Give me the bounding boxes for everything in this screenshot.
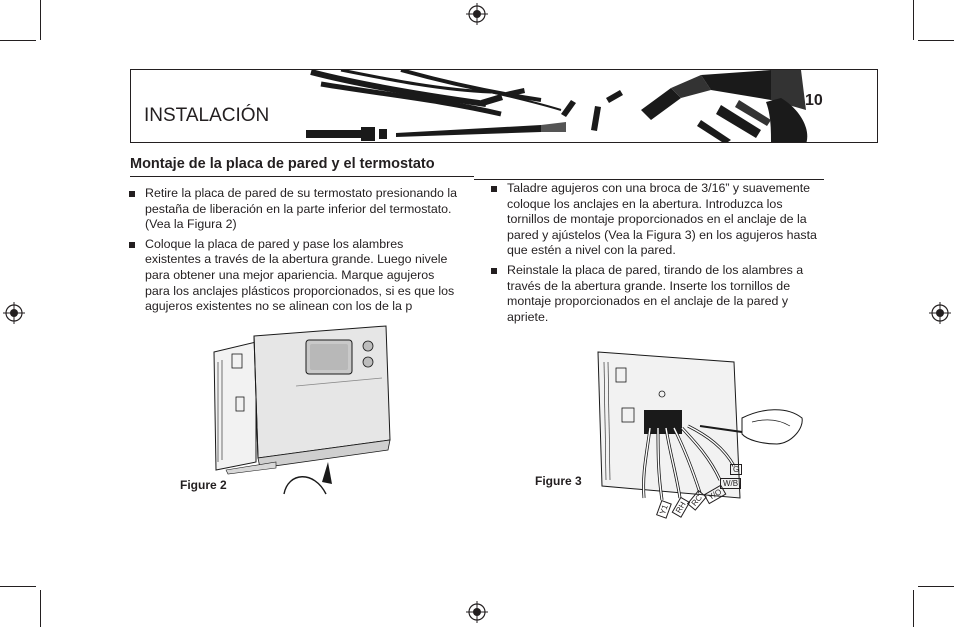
crop-mark-bottom-left-h xyxy=(0,586,36,587)
section-title: Montaje de la placa de pared y el termostato xyxy=(130,156,435,172)
crop-mark-bottom-right-h xyxy=(918,586,954,587)
crop-mark-bottom-right-v xyxy=(913,590,914,627)
bullet-icon xyxy=(491,268,497,274)
list-item xyxy=(129,186,459,233)
crop-mark-bottom-left-v xyxy=(40,590,41,627)
list-item-text: Coloque la placa de pared y pase los alambres existentes a través de la abertura grande. Luego nivele para obtener una mejor apariencia. Marque agujeros para los anclajes plásticos proporcionados, si es que los agujeros existentes no se alinean con los de la p xyxy=(145,236,455,314)
list-item-text: Retire la placa de pared de su termostato presionando la pestaña de liberación en la parte inferior del termostato. (Vea la Figura 2) xyxy=(145,186,458,232)
list-item xyxy=(491,263,826,325)
figure-3-label: Figure 3 xyxy=(535,474,582,488)
figure-2-thermostat-illustration xyxy=(196,322,396,502)
registration-mark-left-icon xyxy=(3,302,25,324)
wire-label-y1: Y1 xyxy=(656,500,672,519)
page-title: INSTALACIÓN xyxy=(144,105,270,126)
registration-mark-right-icon xyxy=(929,302,951,324)
figure-2-label: Figure 2 xyxy=(180,478,227,492)
left-column xyxy=(129,186,459,319)
crop-mark-top-left-v xyxy=(40,0,41,40)
tools-illustration xyxy=(301,70,821,143)
list-item xyxy=(491,181,826,259)
wire-label-wb: W/B xyxy=(720,478,741,489)
list-item-text: Taladre agujeros con una broca de 3/16” y suavemente coloque los anclajes en la abertura. Introduzca los tornillos de montaje proporcionados en el anclaje de la pared y ajústelos (Vea la Figura 3) en los agujeros hasta que estén a nivel con la pared. xyxy=(507,181,817,258)
bullet-icon xyxy=(129,242,135,248)
crop-mark-top-right-v xyxy=(913,0,914,40)
bullet-icon xyxy=(491,186,497,192)
page-number: 10 xyxy=(805,92,823,109)
right-column xyxy=(491,181,826,329)
list-item xyxy=(129,237,459,315)
crop-mark-top-right-h xyxy=(918,40,954,41)
wire-label-rc: RC xyxy=(687,490,707,511)
wire-label-yo: Y/O xyxy=(704,485,727,504)
registration-mark-bottom-icon xyxy=(466,601,488,623)
wire-label-rh: RH xyxy=(672,497,690,518)
section-rule-right xyxy=(474,179,824,180)
bullet-icon xyxy=(129,191,135,197)
wire-label-g: G xyxy=(730,464,742,475)
list-item-text: Reinstale la placa de pared, tirando de los alambres a través de la abertura grande. Inserte los tornillos de montaje proporcionados en el anclaje de la pared y apriete. xyxy=(507,262,804,324)
crop-mark-top-left-h xyxy=(0,40,36,41)
section-rule-left xyxy=(130,176,474,177)
registration-mark-top-icon xyxy=(466,3,488,25)
header-banner xyxy=(130,69,878,143)
